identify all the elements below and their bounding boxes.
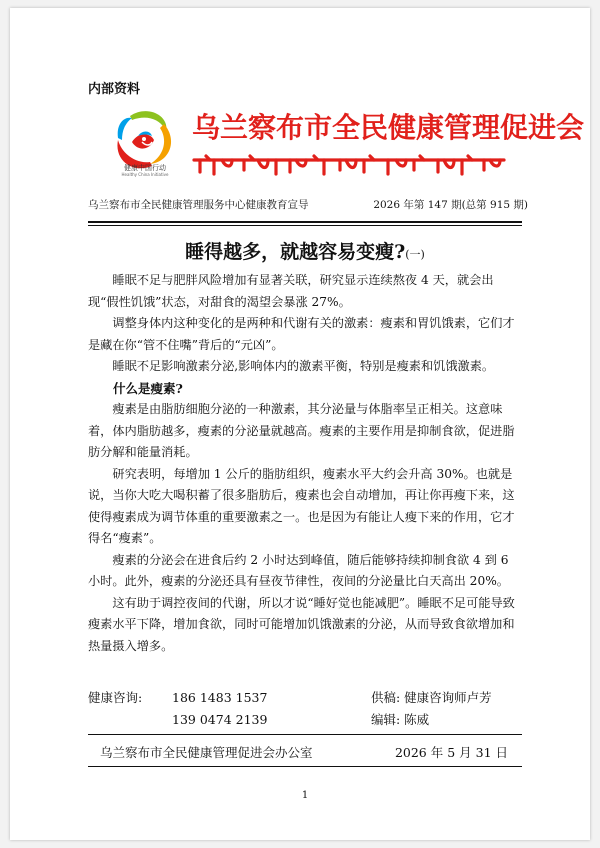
article-body <box>88 270 522 657</box>
issue-source: 乌兰察布市全民健康管理服务中心健康教育宣导 <box>88 199 309 211</box>
article-title <box>88 237 522 264</box>
author-credit: 供稿: 健康咨询师卢芳 <box>371 690 492 705</box>
paragraph: 睡眠不足影响激素分泌,影响体内的激素平衡，特别是瘦素和饥饿激素。 <box>112 359 495 373</box>
contact-phone-2: 139 0474 2139 <box>172 712 268 727</box>
header-rule-thin <box>88 225 522 226</box>
contact-phone-1: 186 1483 1537 <box>172 690 268 705</box>
section-heading: 什么是瘦素? <box>113 380 183 396</box>
logo-caption: 健康中国行动 <box>124 164 166 172</box>
article-title-text: 睡得越多，就越容易变瘦? <box>185 241 406 263</box>
page-number: 1 <box>301 790 309 801</box>
footer-office: 乌兰察布市全民健康管理促进会办公室 <box>100 745 313 760</box>
paragraph: 调整身体内这种变化的是两种和代谢有关的激素：瘦素和胃饥饿素，它们才是藏在你“管不住嘴”背后的“元凶”。 <box>88 316 515 352</box>
internal-label: 内部资料 <box>88 82 141 97</box>
paragraph: 睡眠不足与肥胖风险增加有显著关联，研究显示连续熬夜 4 天，就会出现“假性饥饿”状态，对甜食的渴望会暴涨 27%。 <box>88 273 494 309</box>
article-part-label: (一) <box>405 248 425 261</box>
issue-subheader <box>88 197 528 212</box>
paragraph: 这有助于调控夜间的代谢，所以才说“睡好觉也能减肥”。睡眠不足可能导致瘦素水平下降，增加食欲，同时可能增加饥饿激素的分泌，从而导致食欲增加和热量摄入增多。 <box>88 595 515 653</box>
document-page <box>10 8 590 840</box>
editor-credit: 编辑: 陈威 <box>371 712 430 727</box>
contact-block <box>88 687 522 731</box>
organization-title: 乌兰察布市全民健康管理促进会 <box>192 111 585 144</box>
paragraph: 瘦素的分泌会在进食后约 2 小时达到峰值，随后能够持续抑制食欲 4 到 6 小时。此外，瘦素的分泌还具有昼夜节律性，夜间的分泌量比白天高出 20%。 <box>88 552 509 588</box>
logo-caption-sub: Healthy China Initiative <box>121 172 169 177</box>
paragraph: 瘦素是由脂肪细胞分泌的一种激素，其分泌量与体脂率呈正相关。这意味着，体内脂肪越多，瘦素的分泌量就越高。瘦素的主要作用是抑制食欲，促进脂肪分解和能量消耗。 <box>88 402 515 459</box>
contact-label: 健康咨询: <box>88 690 143 705</box>
footer-date: 2026 年 5 月 31 日 <box>394 745 508 760</box>
issue-number: 2026 年第 147 期(总第 915 期) <box>373 199 528 211</box>
footer-rule-bottom <box>88 766 522 767</box>
footer-rule-top <box>88 734 522 735</box>
mongolian-title-graphic <box>192 150 510 178</box>
header-rule-thick <box>88 221 522 223</box>
paragraph: 研究表明，每增加 1 公斤的脂肪组织，瘦素水平大约会升高 30%。也就是说，当你大吃大喝积蓄了很多脂肪后，瘦素也会自动增加，再让你再瘦下来，这使得瘦素成为调节体重的重要激素之一。也是因为有能让人瘦下来的作用，它才得名“瘦素”。 <box>88 466 515 545</box>
